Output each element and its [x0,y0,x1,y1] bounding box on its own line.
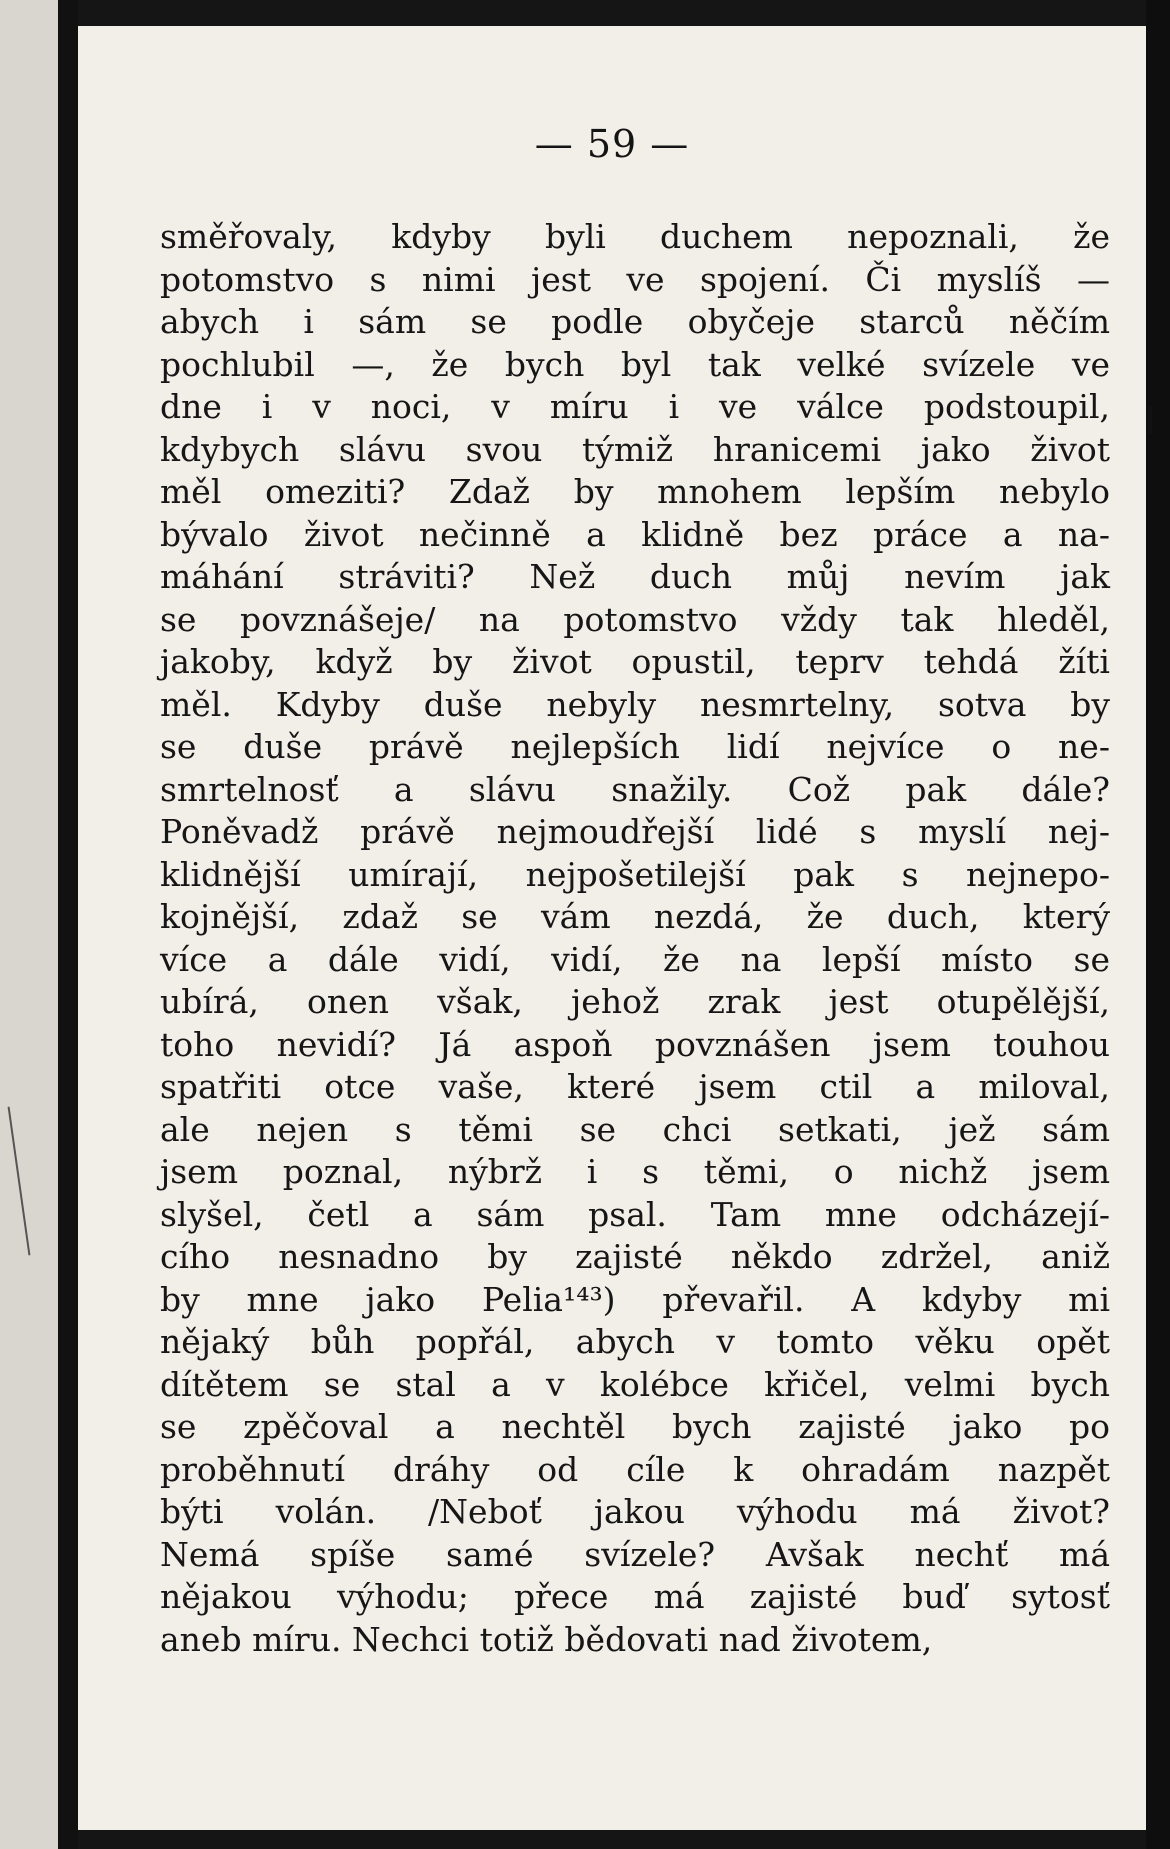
text-line: dítětem se stal a v kolébce křičel, velmi bych [160,1364,1110,1404]
right-scan-border [1146,0,1170,1849]
text-line: kojnější, zdaž se vám nezdá, že duch, který [160,897,1110,936]
text-line: měl omeziti? Zdaž by mnohem lepším nebylo [160,472,1110,511]
page-text [160,216,1110,1661]
text-line: jsem poznal, nýbrž i s těmi, o nichž jsem [160,1152,1110,1191]
page-gutter [58,0,78,1849]
text-line: abych i sám se podle obyčeje starců něčím [160,302,1110,341]
text-line: máhání stráviti? Než duch můj nevím jak [160,557,1110,596]
text-line: se duše právě nejlepších lidí nejvíce o ne- [160,727,1110,766]
text-line: by mne jako Pelia¹⁴³) převařil. A kdyby mi [160,1279,1110,1319]
text-line: více a dále vidí, vidí, že na lepší místo se [160,939,1110,979]
text-line: býti volán. /Neboť jakou výhodu má život? [160,1492,1110,1531]
text-line: cího nesnadno by zajisté někdo zdržel, aniž [160,1237,1110,1276]
bottom-scan-border [78,1830,1146,1849]
text-line: nějakou výhodu; přece má zajisté buď sytosť [160,1577,1110,1616]
previous-page-edge [0,0,58,1849]
text-line: klidnější umírají, nejpošetilejší pak s nejnepo- [160,854,1110,894]
text-line: proběhnutí dráhy od cíle k ohradám nazpět [160,1449,1110,1489]
text-line: bývalo život nečinně a klidně bez práce a na- [160,514,1110,554]
text-line: směřovaly, kdyby byli duchem nepoznali, že [160,217,1110,256]
text-line: se povznášeje/ na potomstvo vždy tak hleděl, [160,599,1110,639]
book-page [78,26,1146,1830]
text-line: slyšel, četl a sám psal. Tam mne odcházejí- [160,1194,1110,1234]
text-line: spatřiti otce vaše, které jsem ctil a miloval, [160,1067,1110,1106]
text-line: měl. Kdyby duše nebyly nesmrtelny, sotva by [160,684,1110,724]
text-line: Poněvadž právě nejmoudřejší lidé s myslí nej- [160,812,1110,851]
text-line: kdybych slávu svou týmiž hranicemi jako život [160,429,1110,469]
text-line: jakoby, když by život opustil, teprv tehdá žíti [160,642,1110,681]
top-scan-border [78,0,1146,26]
text-line: ale nejen s těmi se chci setkati, jež sám [160,1109,1110,1149]
text-line: toho nevidí? Já aspoň povznášen jsem touhou [160,1024,1110,1064]
text-line: aneb míru. Nechci totiž bědovati nad životem, [160,1619,933,1659]
text-line: smrtelnosť a slávu snažily. Což pak dále? [160,769,1110,809]
text-line: se zpěčoval a nechtěl bych zajisté jako po [160,1407,1110,1446]
page-number: — 59 — [534,122,690,166]
text-line: Nemá spíše samé svízele? Avšak nechť má [160,1534,1110,1574]
text-line: pochlubil —, že bych byl tak velké svízele ve [160,344,1110,384]
scan-mark [1148,406,1152,434]
text-line: ubírá, onen však, jehož zrak jest otupělější, [160,982,1110,1021]
text-line: dne i v noci, v míru i ve válce podstoupil, [160,387,1110,426]
text-line: nějaký bůh popřál, abych v tomto věku opět [160,1322,1110,1361]
text-line: potomstvo s nimi jest ve spojení. Či myslíš — [160,259,1110,299]
